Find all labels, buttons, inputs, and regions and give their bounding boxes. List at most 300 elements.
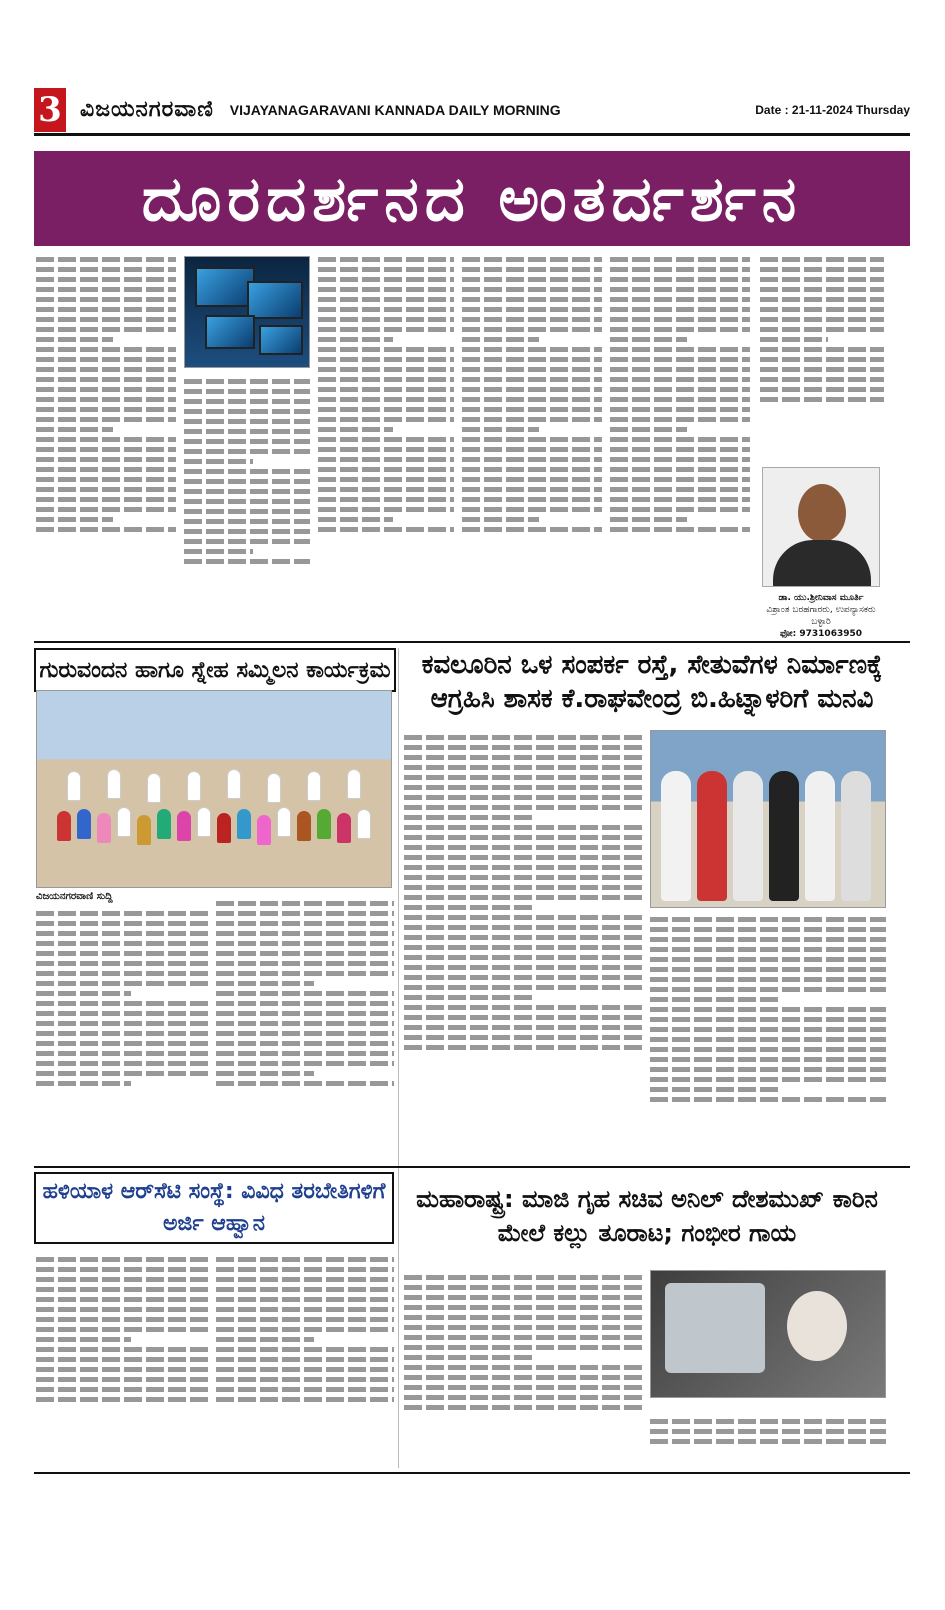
text-line: [404, 755, 642, 760]
text-line: [36, 317, 176, 322]
text-line: [404, 1365, 642, 1370]
text-line: [318, 497, 454, 502]
text-line: [462, 357, 602, 362]
text-line: [36, 1081, 131, 1086]
text-line: [650, 937, 886, 942]
text-line: [462, 347, 602, 352]
text-line: [462, 377, 602, 382]
text-line: [462, 517, 539, 522]
text-line: [404, 835, 642, 840]
text-line: [216, 931, 394, 936]
text-line: [610, 367, 750, 372]
author-caption: [762, 592, 880, 640]
text-line: [216, 1357, 394, 1362]
maha-column-1: [404, 1270, 642, 1466]
event-headline-box: [34, 648, 396, 692]
text-line: [36, 1001, 208, 1006]
text-line: [760, 397, 884, 402]
text-line: [404, 1025, 642, 1030]
text-line: [36, 287, 176, 292]
text-line: [650, 1007, 886, 1012]
text-line: [318, 257, 454, 262]
text-line: [36, 307, 176, 312]
paper-name-kannada: ವಿಜಯನಗರವಾಣಿ: [80, 97, 214, 122]
text-line: [216, 991, 394, 996]
text-line: [404, 765, 642, 770]
maha-car-photo: [650, 1270, 886, 1398]
text-line: [462, 257, 602, 262]
text-line: [610, 327, 750, 332]
text-line: [36, 1287, 208, 1292]
text-line: [404, 1275, 642, 1280]
text-line: [462, 397, 602, 402]
text-line: [318, 347, 454, 352]
event-group-photo: [36, 690, 392, 888]
text-line: [610, 297, 750, 302]
text-line: [36, 1377, 208, 1382]
text-lines: [36, 257, 176, 532]
text-line: [318, 507, 454, 512]
text-line: [650, 1429, 886, 1434]
text-line: [610, 447, 750, 452]
page-bottom-rule: [34, 1472, 910, 1474]
text-line: [184, 559, 310, 564]
event-column-1: [36, 906, 208, 1162]
feature-column-5: [610, 252, 750, 636]
text-line: [404, 975, 642, 980]
text-line: [36, 1277, 208, 1282]
text-line: [36, 951, 208, 956]
text-line: [650, 1057, 886, 1062]
text-line: [760, 377, 884, 382]
text-line: [462, 317, 602, 322]
text-line: [650, 1087, 780, 1092]
text-line: [216, 941, 394, 946]
text-line: [318, 407, 454, 412]
text-line: [216, 1051, 394, 1056]
text-line: [184, 389, 310, 394]
text-line: [404, 955, 642, 960]
text-line: [36, 1397, 208, 1402]
text-line: [318, 477, 454, 482]
text-line: [610, 477, 750, 482]
text-line: [650, 1419, 886, 1424]
text-line: [610, 467, 750, 472]
text-line: [404, 815, 535, 820]
text-line: [650, 997, 780, 1002]
text-line: [760, 367, 884, 372]
divider: [34, 1166, 910, 1168]
text-line: [216, 1367, 394, 1372]
text-line: [216, 1307, 394, 1312]
text-line: [318, 487, 454, 492]
text-line: [760, 297, 884, 302]
training-headline: ಹಳಿಯಾಳ ಆರ್‌ಸೆಟಿ ಸಂಸ್ಥೆ: ವಿವಿಧ ತರಬೇತಿಗಳಿಗೆ ಅರ್ಜಿ ಆಹ್ವಾನ: [42, 1179, 386, 1236]
road-column-2: [650, 912, 886, 1170]
text-line: [184, 419, 310, 424]
text-line: [184, 439, 310, 444]
text-line: [404, 985, 642, 990]
training-column-1: [36, 1252, 208, 1466]
text-line: [610, 397, 750, 402]
text-line: [318, 317, 454, 322]
text-line: [462, 527, 602, 532]
text-line: [216, 1267, 394, 1272]
feature-column-3: [318, 252, 454, 636]
text-line: [610, 337, 687, 342]
text-line: [318, 397, 454, 402]
text-line: [36, 1297, 208, 1302]
text-line: [462, 277, 602, 282]
text-line: [650, 1017, 886, 1022]
text-line: [610, 267, 750, 272]
text-line: [462, 437, 602, 442]
text-line: [650, 1037, 886, 1042]
text-line: [36, 257, 176, 262]
text-line: [462, 487, 602, 492]
feature-banner: [34, 151, 910, 246]
text-line: [404, 775, 642, 780]
text-line: [216, 981, 314, 986]
training-column-2: [216, 1252, 394, 1466]
event-headline: ಗುರುವಂದನ ಹಾಗೂ ಸ್ನೇಹ ಸಮ್ಮಿಲನ ಕಾರ್ಯಕ್ರಮ: [39, 657, 391, 683]
text-line: [184, 499, 310, 504]
text-line: [216, 1347, 394, 1352]
feature-column-6: [760, 252, 884, 460]
text-line: [36, 367, 176, 372]
text-line: [36, 1347, 208, 1352]
text-line: [36, 457, 176, 462]
text-line: [184, 399, 310, 404]
text-line: [404, 1045, 642, 1050]
text-line: [36, 1307, 208, 1312]
text-line: [184, 449, 310, 454]
text-line: [610, 287, 750, 292]
text-line: [216, 1071, 314, 1076]
author-phone: ಫೋ: 9731063950: [780, 629, 862, 639]
text-line: [650, 1077, 886, 1082]
text-line: [216, 921, 394, 926]
text-line: [184, 409, 310, 414]
text-line: [404, 935, 642, 940]
training-headline-box: [34, 1172, 394, 1244]
text-line: [36, 447, 176, 452]
column-divider: [398, 648, 399, 1468]
text-line: [36, 327, 176, 332]
text-line: [760, 327, 884, 332]
text-line: [650, 927, 886, 932]
text-line: [318, 277, 454, 282]
banner-title: ದೂರದರ್ಶನದ ಅಂತರ್ದರ್ಶನ: [141, 161, 803, 235]
text-line: [462, 307, 602, 312]
text-line: [184, 529, 310, 534]
text-line: [462, 497, 602, 502]
text-line: [404, 965, 642, 970]
text-line: [36, 1317, 208, 1322]
text-line: [404, 925, 642, 930]
text-line: [216, 1337, 314, 1342]
text-line: [318, 297, 454, 302]
text-line: [760, 307, 884, 312]
text-line: [760, 337, 828, 342]
text-line: [318, 467, 454, 472]
text-line: [462, 387, 602, 392]
text-line: [760, 357, 884, 362]
text-line: [36, 437, 176, 442]
tv-photo: [184, 256, 310, 368]
text-line: [318, 427, 393, 432]
text-line: [404, 825, 642, 830]
text-line: [36, 1387, 208, 1392]
text-line: [36, 1337, 131, 1342]
text-line: [36, 387, 176, 392]
text-line: [404, 855, 642, 860]
road-column-1: [404, 730, 642, 1170]
text-line: [404, 945, 642, 950]
text-line: [318, 327, 454, 332]
text-line: [36, 357, 176, 362]
text-line: [650, 1067, 886, 1072]
text-line: [462, 297, 602, 302]
text-line: [318, 447, 454, 452]
text-line: [404, 1385, 642, 1390]
author-name: ಡಾ. ಯು.ಶ್ರೀನಿವಾಸ ಮೂರ್ತಿ: [778, 593, 864, 603]
text-line: [404, 865, 642, 870]
text-line: [404, 1355, 535, 1360]
text-line: [462, 427, 539, 432]
text-line: [462, 447, 602, 452]
text-line: [216, 1297, 394, 1302]
text-line: [36, 377, 176, 382]
text-line: [318, 527, 454, 532]
text-line: [650, 977, 886, 982]
text-line: [404, 895, 642, 900]
masthead: [34, 86, 910, 136]
text-line: [610, 487, 750, 492]
text-line: [610, 517, 687, 522]
text-line: [610, 377, 750, 382]
text-line: [318, 337, 393, 342]
text-line: [404, 1345, 642, 1350]
text-line: [36, 1031, 208, 1036]
road-headline: ಕವಲೂರಿನ ಒಳ ಸಂಪರ್ಕ ರಸ್ತೆ, ಸೇತುವೆಗಳ ನಿರ್ಮಾಣಕ್ಕೆ ಆಗ್ರಹಿಸಿ ಶಾಸಕ ಕೆ.ರಾಘವೇಂದ್ರ ಬಿ.ಹಿಟ್ನಾಳರಿಗೆ ಮನವಿ: [421, 650, 883, 714]
text-line: [462, 477, 602, 482]
text-line: [318, 437, 454, 442]
text-line: [650, 957, 886, 962]
text-line: [36, 477, 176, 482]
text-line: [184, 539, 310, 544]
text-line: [216, 1277, 394, 1282]
event-column-2: [216, 896, 394, 1162]
text-line: [36, 981, 208, 986]
text-line: [404, 795, 642, 800]
text-line: [36, 991, 131, 996]
text-line: [36, 487, 176, 492]
text-line: [318, 457, 454, 462]
text-line: [36, 971, 208, 976]
maha-headline: ಮಹಾರಾಷ್ಟ್ರ: ಮಾಜಿ ಗೃಹ ಸಚಿವ ಅನಿಲ್ ದೇಶಮುಖ್ ಕಾರಿನ ಮೇಲೆ ಕಲ್ಲು ತೂರಾಟ; ಗಂಭೀರ ಗಾಯ: [416, 1185, 878, 1247]
text-line: [216, 1287, 394, 1292]
text-line: [760, 277, 884, 282]
text-line: [184, 509, 310, 514]
text-line: [462, 417, 602, 422]
text-line: [36, 497, 176, 502]
text-line: [760, 347, 884, 352]
text-line: [404, 785, 642, 790]
text-line: [404, 735, 642, 740]
text-line: [184, 469, 310, 474]
text-line: [462, 327, 602, 332]
text-line: [404, 885, 642, 890]
text-line: [36, 407, 176, 412]
text-line: [404, 995, 535, 1000]
text-line: [610, 387, 750, 392]
text-line: [216, 1031, 394, 1036]
text-line: [650, 1047, 886, 1052]
text-line: [610, 257, 750, 262]
text-line: [184, 459, 253, 464]
text-line: [404, 1335, 642, 1340]
text-line: [760, 317, 884, 322]
text-line: [404, 1405, 642, 1410]
text-line: [650, 947, 886, 952]
text-line: [404, 1375, 642, 1380]
text-line: [760, 267, 884, 272]
text-line: [610, 507, 750, 512]
text-line: [184, 489, 310, 494]
text-line: [760, 387, 884, 392]
text-line: [404, 1285, 642, 1290]
text-line: [216, 961, 394, 966]
text-line: [36, 467, 176, 472]
text-line: [650, 1027, 886, 1032]
text-line: [318, 287, 454, 292]
text-line: [318, 367, 454, 372]
text-line: [404, 745, 642, 750]
text-line: [36, 337, 113, 342]
text-line: [36, 911, 208, 916]
feature-column-1: [36, 252, 176, 636]
text-line: [318, 377, 454, 382]
text-line: [462, 337, 539, 342]
text-line: [462, 457, 602, 462]
text-line: [610, 407, 750, 412]
text-line: [462, 287, 602, 292]
text-line: [36, 1011, 208, 1016]
text-line: [404, 875, 642, 880]
text-line: [216, 1081, 394, 1086]
author-photo: [762, 467, 880, 587]
text-line: [216, 1041, 394, 1046]
paper-name-english: VIJAYANAGARAVANI KANNADA DAILY MORNING: [229, 101, 561, 118]
text-line: [760, 287, 884, 292]
text-line: [462, 407, 602, 412]
text-line: [36, 1357, 208, 1362]
text-line: [216, 901, 394, 906]
text-line: [404, 1305, 642, 1310]
text-line: [404, 1015, 642, 1020]
text-line: [216, 1257, 394, 1262]
text-line: [36, 921, 208, 926]
text-line: [216, 1327, 394, 1332]
author-role: ವಿಶ್ರಾಂತ ಬರಹಗಾರರು, ಉಪನ್ಯಾಸಕರು ಬಳ್ಳಾರಿ: [766, 605, 876, 627]
feature-column-4: [462, 252, 602, 636]
text-line: [184, 429, 310, 434]
text-line: [216, 951, 394, 956]
text-line: [36, 1041, 208, 1046]
text-line: [404, 805, 642, 810]
text-line: [216, 1021, 394, 1026]
text-line: [462, 267, 602, 272]
text-line: [650, 1439, 886, 1444]
text-line: [404, 1005, 642, 1010]
text-line: [462, 367, 602, 372]
road-memorandum-photo: [650, 730, 886, 908]
text-line: [610, 307, 750, 312]
text-line: [36, 427, 113, 432]
text-line: [36, 417, 176, 422]
text-line: [36, 347, 176, 352]
text-line: [216, 971, 394, 976]
text-line: [610, 357, 750, 362]
text-line: [404, 1325, 642, 1330]
page-number: 3: [34, 88, 66, 132]
text-line: [404, 1295, 642, 1300]
text-line: [610, 317, 750, 322]
text-line: [36, 1021, 208, 1026]
event-photo-caption: ವಿಜಯನಗರವಾಣಿ ಸುದ್ದಿ: [36, 891, 113, 902]
text-line: [36, 1061, 208, 1066]
text-line: [318, 267, 454, 272]
text-line: [318, 387, 454, 392]
text-line: [216, 911, 394, 916]
text-line: [36, 931, 208, 936]
text-line: [36, 961, 208, 966]
text-line: [404, 915, 642, 920]
text-line: [36, 297, 176, 302]
text-line: [318, 307, 454, 312]
text-line: [610, 427, 687, 432]
text-line: [184, 479, 310, 484]
text-line: [184, 549, 253, 554]
divider: [34, 641, 910, 643]
text-line: [404, 845, 642, 850]
text-line: [184, 379, 310, 384]
text-line: [36, 1071, 208, 1076]
text-line: [404, 1395, 642, 1400]
text-line: [36, 517, 113, 522]
text-line: [650, 917, 886, 922]
text-line: [36, 1051, 208, 1056]
text-line: [36, 267, 176, 272]
text-line: [318, 357, 454, 362]
issue-date: Date : 21-11-2024 Thursday: [755, 102, 910, 117]
text-line: [216, 1061, 394, 1066]
text-line: [216, 1387, 394, 1392]
text-line: [610, 347, 750, 352]
text-line: [610, 437, 750, 442]
text-line: [610, 277, 750, 282]
text-line: [216, 1377, 394, 1382]
text-line: [404, 905, 535, 910]
text-line: [610, 417, 750, 422]
text-line: [216, 1011, 394, 1016]
text-line: [318, 417, 454, 422]
text-line: [462, 507, 602, 512]
maha-column-2: [650, 1414, 886, 1466]
text-line: [404, 1315, 642, 1320]
text-line: [610, 457, 750, 462]
